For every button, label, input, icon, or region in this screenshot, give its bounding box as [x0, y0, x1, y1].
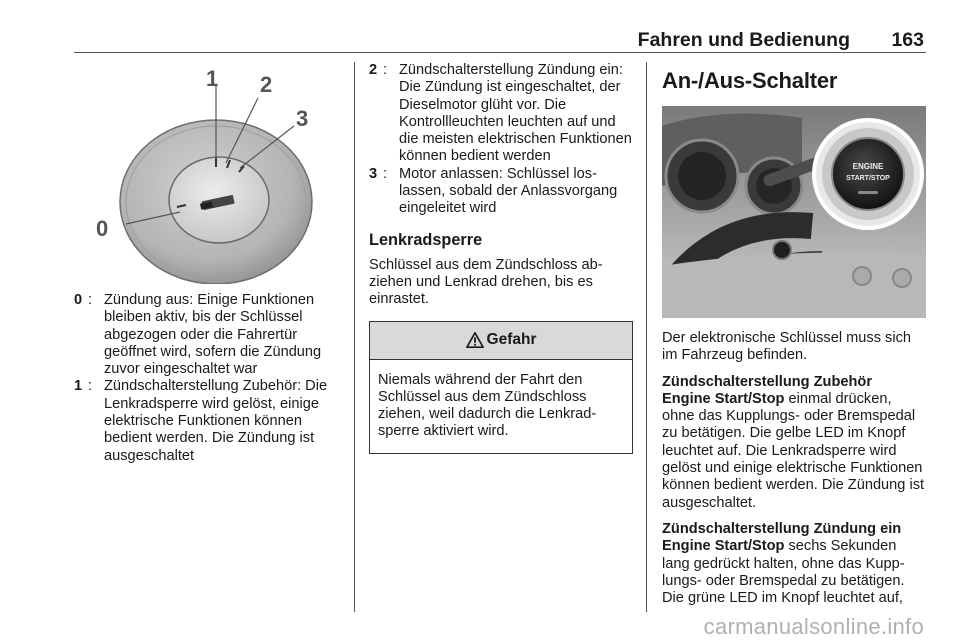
item-number: 1 — [74, 378, 83, 395]
item-text: Zündschalterstellung Zubehör: Die Lenkradsperre wird gelöst, einige elektrische Funktionen können bedient werden. Die Zündung ist ausgeschaltet — [104, 378, 328, 464]
item-text: Zündschalterstellung Zündung ein: Die Zündung ist eingeschaltet, der Dieselmotor glüht vor. Die Kontrollleuchten leuchten auf und die meisten elektrischen Funktionen können bedient werden — [399, 62, 632, 165]
label-0: 0 — [96, 216, 109, 241]
button-label-line1: ENGINE — [852, 162, 884, 171]
item-separator: : — [383, 62, 388, 78]
ignition-lock-figure — [74, 62, 342, 284]
ignition-positions-list — [74, 292, 344, 465]
item-number: 3 — [369, 165, 378, 182]
lenkradsperre-heading: Lenkradsperre — [369, 230, 483, 249]
intro-text: Der elektronische Schlüssel muss sich im Fahrzeug befinden. — [662, 330, 911, 364]
warning-header — [370, 322, 632, 360]
item-separator: : — [88, 292, 93, 308]
engine-start-stop-button-photo — [662, 106, 926, 318]
button-label-line2: START/STOP — [846, 175, 890, 182]
paragraph-ignition-on — [662, 521, 928, 607]
list-item — [74, 378, 344, 464]
column-divider — [646, 62, 647, 612]
warning-box — [369, 321, 633, 454]
column-1 — [74, 62, 344, 465]
paragraph-ignition-heading: Zündschalterstellung Zündung ein — [662, 520, 902, 537]
watermark: carmanualsonline.info — [703, 614, 924, 639]
lenkradsperre-text: Schlüssel aus dem Zündschloss abziehen und Lenkrad drehen, bis es einrastet. — [369, 256, 603, 308]
item-number: 0 — [74, 292, 83, 308]
item-text: Zündung aus: Einige Funktionen bleiben aktiv, bis der Schlüssel abgezogen oder die Fahrertür geöffnet wird, sofern die Zündung zuvor eingeschaltet war — [104, 292, 322, 378]
page-number: 163 — [891, 29, 924, 51]
list-item — [369, 166, 633, 218]
page-header — [74, 28, 926, 53]
engine-start-stop-label: Engine Start/Stop — [662, 390, 785, 407]
paragraph-ignition-text: sechs Sekunden lang gedrückt halten, ohne das Kupplungs- oder Bremspedal zu betätigen. Die grüne LED im Knopf leuchtet auf, — [662, 538, 905, 607]
warning-title: Gefahr — [486, 331, 537, 349]
column-divider — [354, 62, 355, 612]
column-2 — [369, 62, 633, 454]
header-title: Fahren und Bedienung — [637, 29, 850, 51]
label-3: 3 — [296, 106, 309, 131]
label-2: 2 — [260, 72, 273, 97]
engine-start-stop-label: Engine Start/Stop — [662, 538, 785, 555]
warning-text: Niemals während der Fahrt den Schlüssel aus dem Zündschloss ziehen, weil dadurch die Lenkradsperre aktiviert wird. — [378, 371, 597, 440]
item-separator: : — [383, 165, 388, 182]
item-separator: : — [88, 378, 93, 395]
warning-triangle-icon — [466, 331, 484, 349]
column-3 — [662, 62, 928, 616]
paragraph-accessory — [662, 374, 928, 512]
label-1: 1 — [206, 66, 219, 91]
ignition-positions-list-continued — [369, 62, 633, 218]
item-text: Motor anlassen: Schlüssel loslassen, sobald der Anlassvorgang eingeleitet wird — [399, 165, 618, 217]
list-item — [369, 62, 633, 166]
item-number: 2 — [369, 62, 378, 78]
paragraph-accessory-heading: Zündschalterstellung Zubehör — [662, 373, 872, 390]
list-item — [74, 292, 344, 378]
section-title: An-/Aus-Schalter — [662, 68, 838, 93]
paragraph-accessory-text: einmal drücken, ohne das Kupplungs- oder Bremspedal zu betätigen. Die gelbe LED im Knopf leuchtet auf. Die Lenkradsperre wird gelöst und einige elektrische Funktionen können bedient werden. Die Zündung ist ausgeschaltet. — [662, 390, 925, 511]
